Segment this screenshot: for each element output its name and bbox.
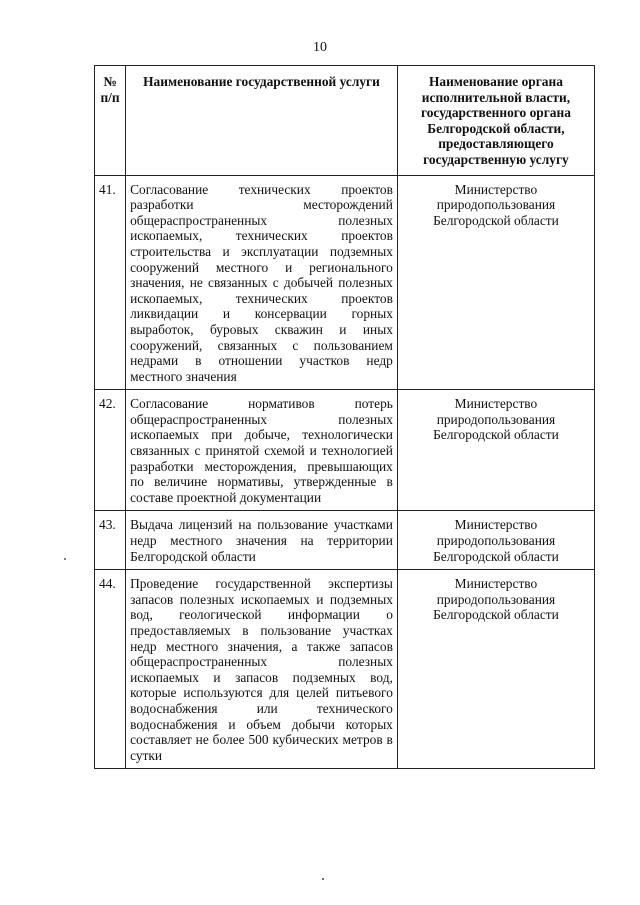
row-authority: Министерство природопользования Белгородской области: [397, 175, 594, 390]
table-header-row: [95, 66, 595, 176]
row-number: 41.: [95, 175, 126, 390]
row-service-name: Согласование нормативов потерь общераспространенных полезных ископаемых при добыче, технологически связанных с принятой схемой и технологией разработки месторождения, превышающих по величине нормативы, утвержденные в составе проектной документации: [126, 390, 398, 511]
table-row: [95, 175, 595, 390]
row-authority: Министерство природопользования Белгородской области: [397, 390, 594, 511]
page-number: 10: [313, 40, 327, 55]
row-authority: Министерство природопользования Белгородской области: [397, 511, 594, 570]
row-number: 42.: [95, 390, 126, 511]
table-row: [95, 511, 595, 570]
scan-speck: [64, 558, 66, 560]
row-service-name: Согласование технических проектов разработки месторождений общераспространенных полезных ископаемых, технических проектов строительства и эксплуатации подземных сооружений местного и регионального значения, не связанных с добычей полезных ископаемых, технических проектов ликвидации и консервации горных выработок, буровых скважин и иных сооружений, связанных с пользованием недрами в отношении участков недр местного значения: [126, 175, 398, 390]
row-service-name: Выдача лицензий на пользование участками недр местного значения на территории Белгородской области: [126, 511, 398, 570]
header-number: № п/п: [95, 66, 126, 176]
header-authority: Наименование органа исполнительной власти, государственного органа Белгородской области, предоставляющего государственную услугу: [397, 66, 594, 176]
row-number: 44.: [95, 570, 126, 769]
table-row: [95, 570, 595, 769]
table-row: [95, 390, 595, 511]
row-service-name: Проведение государственной экспертизы запасов полезных ископаемых и подземных вод, геологической информации о предоставляемых в пользование участках недр местного значения, а также запасов общераспространенных полезных ископаемых и запасов подземных вод, которые используются для целей питьевого водоснабжения или технического водоснабжения и объем добычи которых составляет не более 500 кубических метров в сутки: [126, 570, 398, 769]
services-table: [94, 65, 595, 769]
row-number: 43.: [95, 511, 126, 570]
row-authority: Министерство природопользования Белгородской области: [397, 570, 594, 769]
scan-speck: [322, 878, 324, 880]
header-service-name: Наименование государственной услуги: [126, 66, 398, 176]
